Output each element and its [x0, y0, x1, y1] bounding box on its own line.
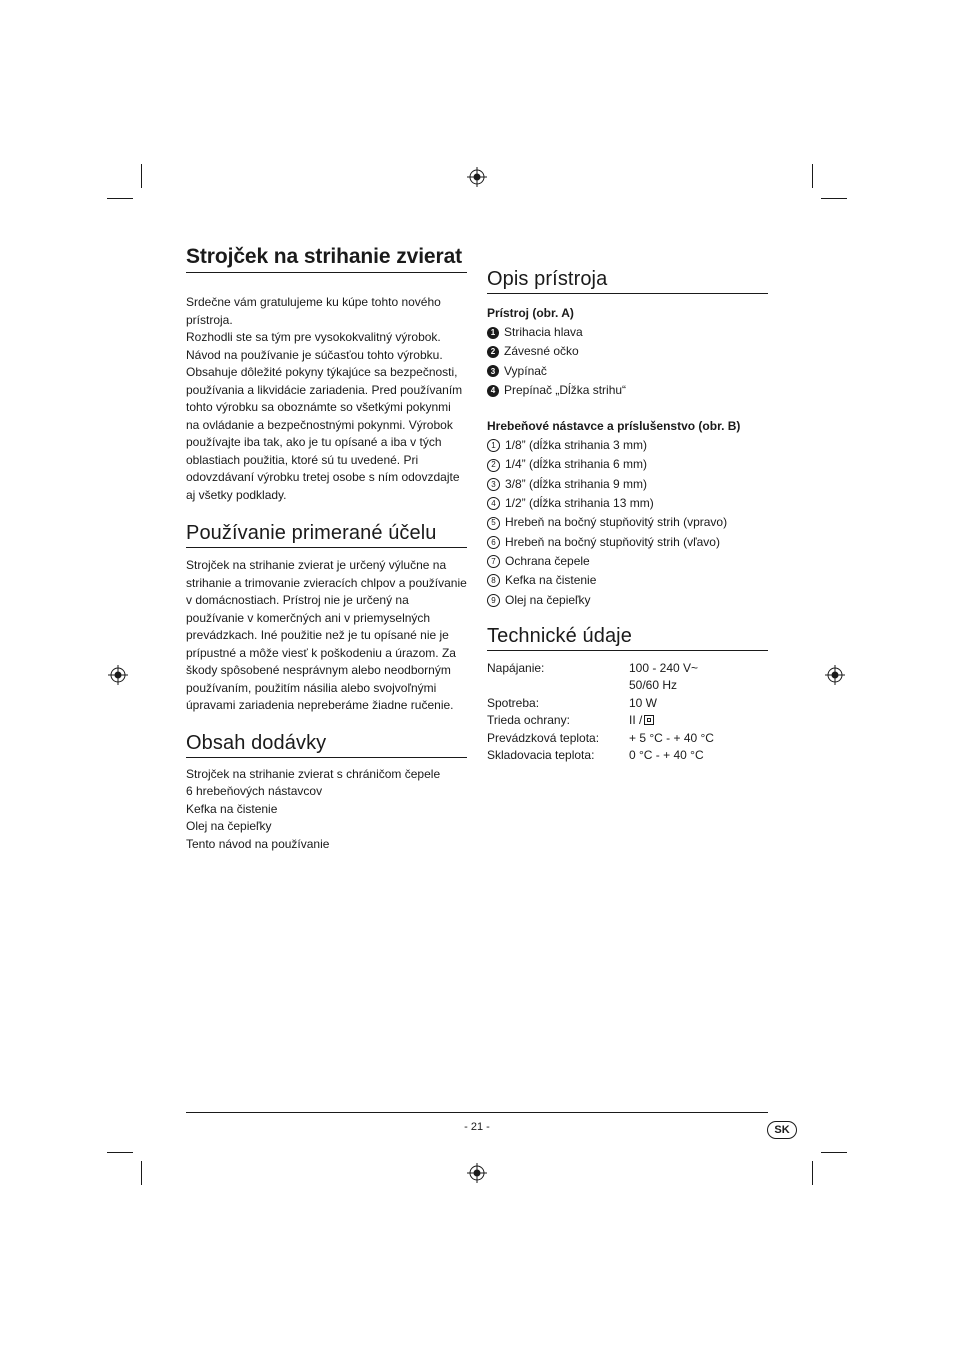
registration-mark-icon	[108, 665, 128, 685]
registration-mark-icon	[467, 167, 487, 187]
spec-value-line: 100 - 240 V~	[629, 660, 699, 675]
accessory-subheading: Hrebeňové nástavce a príslušenstvo (obr. B)	[487, 419, 741, 434]
crop-mark	[107, 198, 133, 199]
technical-table	[487, 660, 768, 765]
page-title: Strojček na strihanie zvierat	[186, 245, 467, 273]
device-parts-list	[487, 323, 768, 400]
list-item	[487, 494, 768, 513]
list-item: Kefka na čistenie	[186, 801, 278, 816]
item-label: Závesné očko	[504, 344, 579, 359]
list-item	[487, 455, 768, 474]
item-label: Hrebeň na bočný stupňovitý strih (vpravo)	[505, 515, 728, 530]
list-item	[487, 381, 768, 400]
number-circle: 2	[487, 459, 500, 472]
list-item	[487, 513, 768, 532]
number-circle: 5	[487, 517, 500, 530]
list-item	[487, 342, 768, 361]
crop-mark	[812, 164, 813, 188]
spec-row	[487, 695, 768, 713]
spec-value-line: 50/60 Hz	[629, 678, 678, 693]
crop-mark	[812, 1161, 813, 1185]
list-item	[487, 475, 768, 494]
technical-heading: Technické údaje	[487, 625, 768, 651]
spec-value	[629, 712, 654, 730]
language-badge: SK	[767, 1121, 797, 1139]
list-item: Olej na čepieľky	[186, 819, 272, 833]
item-label: Prepínač „Dĺžka strihu“	[504, 382, 627, 397]
number-badge: 3	[487, 365, 499, 377]
item-label: Strihacia hlava	[504, 325, 583, 339]
number-circle: 6	[487, 536, 500, 549]
list-item	[487, 552, 768, 571]
list-item	[487, 362, 768, 381]
number-badge: 4	[487, 385, 499, 397]
spec-label: Prevádzková teplota:	[487, 730, 600, 745]
spec-label: Skladovacia teplota:	[487, 748, 595, 763]
spec-label: Napájanie:	[487, 660, 545, 675]
number-circle: 4	[487, 497, 500, 510]
item-label: Kefka na čistenie	[505, 573, 597, 588]
crop-mark	[141, 164, 142, 188]
accessory-list	[487, 436, 768, 610]
number-circle: 9	[487, 594, 500, 607]
number-circle: 8	[487, 574, 500, 587]
list-item	[487, 591, 768, 610]
number-badge: 1	[487, 327, 499, 339]
spec-row	[487, 747, 768, 765]
crop-mark	[821, 1152, 847, 1153]
number-circle: 7	[487, 555, 500, 568]
item-label: 1/8” (dĺžka strihania 3 mm)	[505, 438, 648, 453]
contents-list	[186, 766, 467, 854]
item-label: Olej na čepieľky	[505, 592, 591, 607]
spec-value	[629, 660, 698, 695]
list-item	[487, 323, 768, 342]
protection-class-text: II /	[629, 713, 643, 728]
left-column	[186, 245, 467, 853]
list-item	[487, 571, 768, 590]
spec-label: Trieda ochrany:	[487, 713, 570, 728]
double-insulation-icon	[644, 715, 654, 725]
right-column	[487, 268, 768, 765]
number-badge: 2	[487, 346, 499, 358]
intro-paragraph: Srdečne vám gratulujeme ku kúpe tohto nového prístroja.	[186, 295, 441, 327]
crop-mark	[141, 1161, 142, 1185]
number-circle: 1	[487, 439, 500, 452]
spec-value: 0 °C - + 40 °C	[629, 748, 704, 763]
item-label: Hrebeň na bočný stupňovitý strih (vľavo)	[505, 534, 720, 549]
footer-rule	[186, 1112, 768, 1113]
item-label: 1/2” (dĺžka strihania 13 mm)	[505, 496, 654, 511]
list-item	[487, 533, 768, 552]
spec-label: Spotreba:	[487, 695, 540, 710]
list-item: Strojček na strihanie zvierat s chráničom čepele	[186, 766, 441, 781]
item-label: 1/4” (dĺžka strihania 6 mm)	[505, 457, 648, 472]
list-item: 6 hrebeňových nástavcov	[186, 784, 323, 798]
intro-text	[186, 294, 467, 504]
usage-heading: Používanie primerané účelu	[186, 522, 467, 548]
registration-mark-icon	[825, 665, 845, 685]
item-label: 3/8” (dĺžka strihania 9 mm)	[505, 476, 648, 491]
number-circle: 3	[487, 478, 500, 491]
device-subheading: Prístroj (obr. A)	[487, 306, 574, 320]
spec-row	[487, 712, 768, 730]
registration-mark-icon	[467, 1163, 487, 1183]
page-number: - 21 -	[464, 1121, 490, 1133]
spec-row	[487, 660, 768, 695]
intro-paragraph: Rozhodli ste sa tým pre vysokokvalitný výrobok. Návod na používanie je súčasťou tohto výrobku. Obsahuje dôležité pokyny týkajúce sa bezpečnosti, používania a likvidácie zariadenia. Pred používaním tohto výrobku sa oboznámte so všetkými pokynmi na ovládanie a bezpečnostnými pokynmi. Výrobok používajte iba tak, ako je tu opísané a iba v tých oblastiach použitia, ktoré sú tu uvedené. Pri odovzdávaní výrobku tretej osobe s ním odovzdajte aj všetky podklady.	[186, 330, 463, 502]
description-heading: Opis prístroja	[487, 268, 768, 294]
list-item: Tento návod na používanie	[186, 836, 330, 851]
contents-heading: Obsah dodávky	[186, 732, 467, 758]
usage-text: Strojček na strihanie zvierat je určený výlučne na strihanie a trimovanie zvieracích chlpov a používanie v domácnostiach. Prístroj nie je určený na používanie v komerčných ani v priemyselných prevádzkach. Iné použitie než je tu opísané nie je prípustné a môže viesť k poškodeniu a úrazom. Za škody spôsobené nesprávnym alebo neodborným používaním, použitím násilia alebo svojvoľnými úpravami zariadenia nepreberáme žiadne ručenie.	[186, 558, 467, 712]
crop-mark	[821, 198, 847, 199]
spec-value: 10 W	[629, 695, 658, 710]
item-label: Vypínač	[504, 363, 547, 378]
spec-row	[487, 730, 768, 748]
list-item	[487, 436, 768, 455]
spec-value: + 5 °C - + 40 °C	[629, 730, 714, 745]
item-label: Ochrana čepele	[505, 553, 590, 568]
crop-mark	[107, 1152, 133, 1153]
